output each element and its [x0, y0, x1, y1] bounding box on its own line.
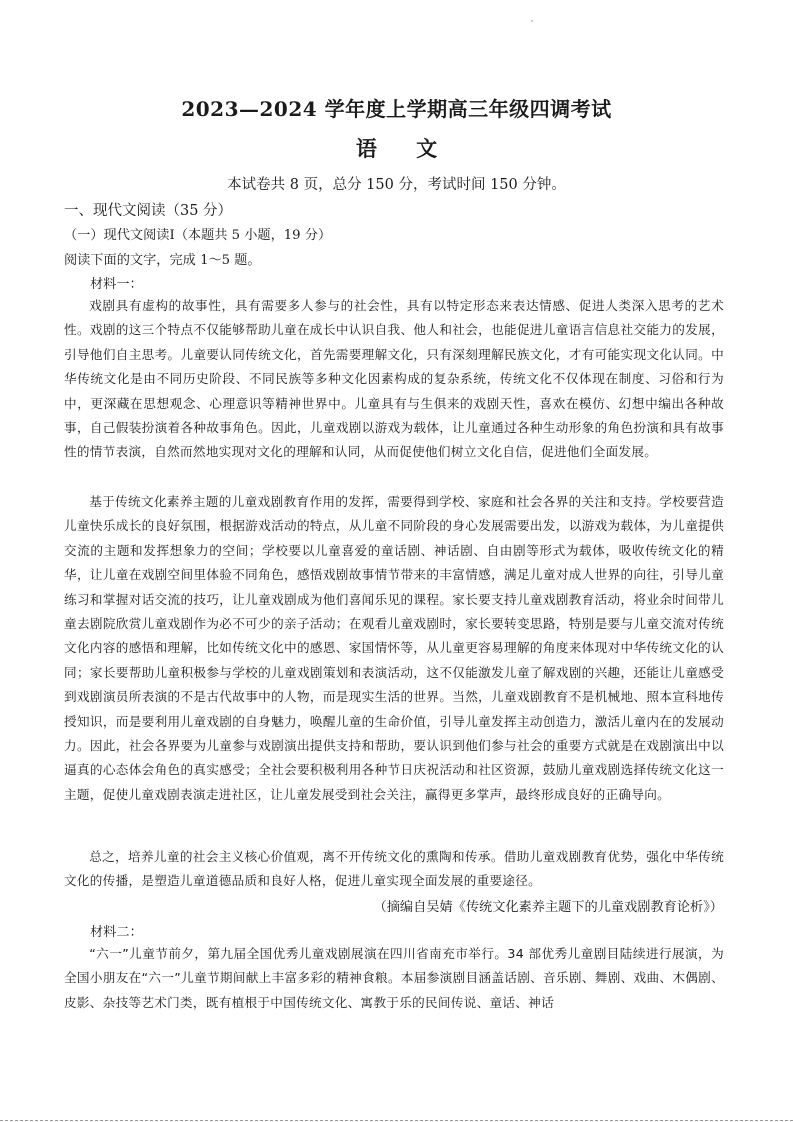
section-subheading: （一）现代文阅读Ⅰ（本题共 5 小题，19 分） [64, 228, 332, 243]
subject-title: 语 文 [355, 136, 454, 161]
material-one-paragraph-2: 基于传统文化素养主题的儿童戏剧教育作用的发挥，需要得到学校、家庭和社会各界的关注和支持。学校要营造儿童快乐成长的良好氛围，根据游戏活动的特点，从儿童不同阶段的身心发展需要出发，以游戏为载体，为儿童提供交流的主题和发挥想象力的空间；学校要以儿童喜爱的童话剧、神话剧、自由剧等形式为载体，吸收传统文化的精华，让儿童在戏剧空间里体验不同角色，感悟戏剧故事情节带来的丰富情感，满足儿童对成人世界的向往，引导儿童练习和掌握对话交流的技巧，让儿童戏剧成为他们喜闻乐见的课程。家长要支持儿童戏剧教育活动，将业余时间带儿童去剧院欣赏儿童戏剧作为必不可少的亲子活动；在观看儿童戏剧时，家长要转变思路，特别是要与儿童交流对传统文化内容的感悟和理解，比如传统文化中的感恩、家国情怀等，从儿童更容易理解的角度来体现对中华传统文化的认同；家长要帮助儿童积极参与学校的儿童戏剧策划和表演活动，这不仅能激发儿童了解戏剧的兴趣，还能让儿童感受到戏剧演员所表演的不是古代故事中的人物，而是现实生活的世界。当然，儿童戏剧教育不是机械地、照本宣科地传授知识，而是要利用儿童戏剧的自身魅力，唤醒儿童的生命价值，引导儿童发挥主动创造力，激活儿童内在的发展动力。因此，社会各界要为儿童参与戏剧演出提供支持和帮助，要认识到他们参与社会的重要方式就是在戏剧演出中以逼真的心态体会角色的真实感受；全社会要积极利用各种节日庆祝活动和社区资源，鼓励儿童戏剧选择传统文化这一主题，促使儿童戏剧表演走进社区，让儿童发展受到社会关注，赢得更多掌声，最终形成良好的正确导向。 [64, 494, 724, 802]
material-two-label: 材料二： [90, 925, 143, 940]
section-heading: 一、现代文阅读（35 分） [64, 203, 233, 219]
exam-title: 2023—2024 学年度上学期高三年级四调考试 [181, 97, 612, 121]
material-one-paragraph-1: 戏剧具有虚构的故事性，具有需要多人参与的社会性，具有以特定形态来表达情感、促进人类深入思考的艺术性。戏剧的这三个特点不仅能够帮助儿童在成长中认识自我、他人和社会，也能促进儿童语言信息社交能力的发展，引导他们自主思考。儿童要认同传统文化，首先需要理解文化，只有深刻理解民族文化，才有可能实现文化认同。中华传统文化是由不同历史阶段、不同民族等多种文化因素构成的复杂系统，传统文化不仅体现在制度、习俗和行为中，更深藏在思想观念、心理意识等精神世界中。儿童具有与生俱来的戏剧天性，喜欢在模仿、幻想中编出各种故事，自己假装扮演着各种故事角色。因此，儿童戏剧以游戏为载体，让儿童通过各种生动形象的角色扮演和具有故事性的情节表演，自然而然地实现对文化的理解和认同，从而促使他们树立文化自信，促进他们全面发展。 [64, 298, 724, 460]
material-one-source: （摘编自吴婧《传统文化素养主题下的儿童戏剧教育论析》） [373, 900, 723, 915]
material-one-label: 材料一： [90, 277, 143, 292]
scan-dot [531, 20, 533, 22]
material-two-paragraph: “六一”儿童节前夕，第九届全国优秀儿童戏剧展演在四川省南充市举行。34 部优秀儿童剧目陆续进行展演，为全国小朋友在“六一”儿童节期间献上丰富多彩的精神食粮。本届参演剧目涵盖话剧、音乐剧、舞剧、戏曲、木偶剧、皮影、杂技等艺术门类，既有植根于中国传统文化、寓教于乐的民间传说、童话、神话 [64, 946, 724, 1010]
exam-info: 本试卷共 8 页，总分 150 分，考试时间 150 分钟。 [227, 177, 566, 193]
reading-instruction: 阅读下面的文字，完成 1～5 题。 [64, 253, 261, 268]
material-one-paragraph-3: 总之，培养儿童的社会主义核心价值观，离不开传统文化的熏陶和传承。借助儿童戏剧教育优势，强化中华传统文化的传播，是塑造儿童道德品质和良好人格，促进儿童实现全面发展的重要途径。 [64, 849, 724, 889]
